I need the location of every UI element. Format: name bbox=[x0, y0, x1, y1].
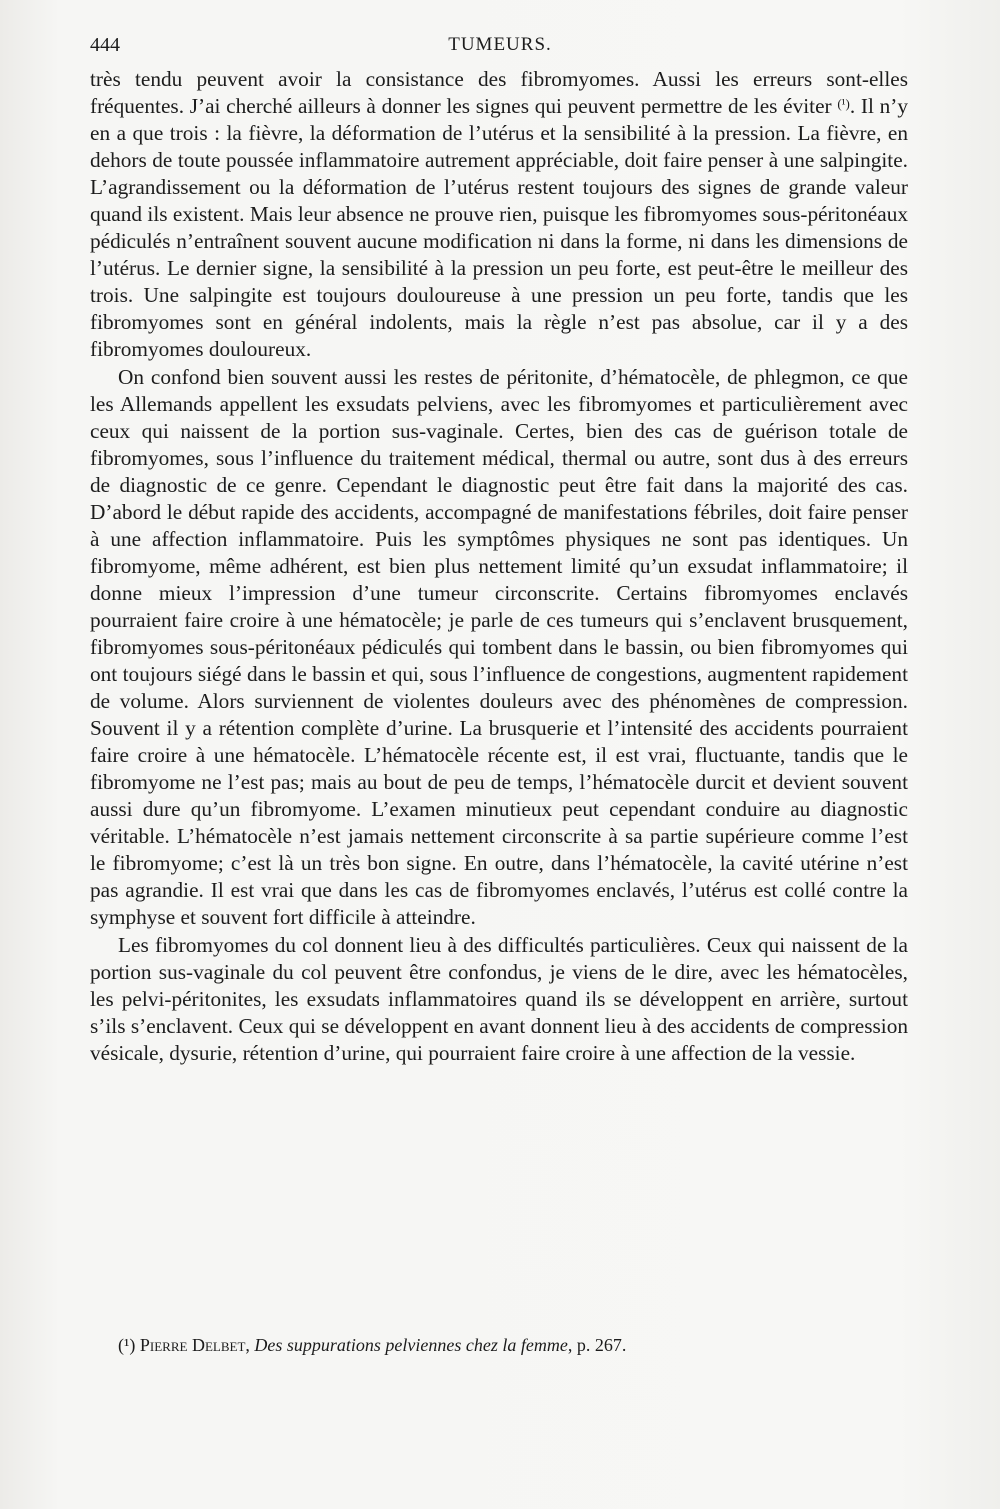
paragraph-1-text-start: très tendu peuvent avoir la consistance des fibromyomes. Aussi les erreurs sont-elles fréquentes. J’ai cherché ailleurs à donner les signes qui peuvent permettre de les éviter bbox=[90, 67, 908, 119]
paragraph-2: On confond bien souvent aussi les restes de péritonite, d’hématocèle, de phlegmon, ce que les Allemands appellent les exsudats pelviens, avec les fibromyomes et particulièrement avec ceux qui naissent de la portion sus-vaginale. Certes, bien des cas de guérison totale de fibromyomes, sous l’influence du traitement médical, thermal ou autre, sont dus à des erreurs de diagnostic de ce genre. Cependant le diagnostic peut être fait dans la majorité des cas. D’abord le début rapide des accidents, accompagné de manifestations fébriles, doit faire penser à une affection inflammatoire. Puis les symptômes physiques ne sont pas identiques. Un fibromyome, même adhérent, est bien plus nettement limité qu’un exsudat inflammatoire; il donne mieux l’impression d’une tumeur circonscrite. Certains fibromyomes enclavés pourraient faire croire à une hématocèle; je parle de ces tumeurs qui s’enclavent brusquement, fibromyomes sous-péritonéaux pédiculés qui tombent dans le bassin, ou bien fibromyomes qui ont toujours siégé dans le bassin et qui, sous l’influence de congestions, augmentent rapidement de volume. Alors surviennent de violentes douleurs avec des phénomènes de compression. Souvent il y a rétention complète d’urine. La brusquerie et l’intensité des accidents pourraient faire croire à une hématocèle. L’hématocèle récente est, il est vrai, fluctuante, tandis que le fibromyome ne l’est pas; mais au bout de peu de temps, l’hématocèle durcit et devient souvent aussi dure qu’un fibromyome. L’examen minutieux peut cependant conduire au diagnostic véritable. L’hématocèle n’est jamais nettement circonscrite à sa partie supérieure comme l’est le fibromyome; c’est là un très bon signe. En outre, dans l’hématocèle, la cavité utérine n’est pas agrandie. Il est vrai que dans les cas de fibromyomes enclavés, l’utérus est collé contre la symphyse et souvent fort difficile à atteindre. bbox=[90, 364, 908, 930]
paragraph-1-text-end: . Il n’y en a que trois : la fièvre, la déformation de l’utérus et la sensibilité à la pression. La fièvre, en dehors de toute poussée inflammatoire autrement appréciable, doit faire penser à une salpingite. L’agrandissement ou la déformation de l’utérus restent toujours des signes de grande valeur quand ils existent. Mais leur absence ne prouve rien, puisque les fibromyomes sous-péritonéaux pédiculés n’entraînent souvent aucune modification ni dans la forme, ni dans les dimensions de l’utérus. Le dernier signe, la sensibilité à la pression un peu forte, est peut-être le meilleur des trois. Une salpingite est toujours douloureuse à une pression un peu forte, tandis que les fibromyomes sont en général indolents, mais la règle n’est pas absolue, car il y a des fibromyomes douloureux. bbox=[90, 94, 909, 362]
paragraph-3: Les fibromyomes du col donnent lieu à des difficultés particulières. Ceux qui naissent de la portion sus-vaginale du col peuvent être confondus, je viens de le dire, avec les hématocèles, les pelvi-péritonites, les exsudats inflammatoires quand ils se développent en arrière, surtout s’ils s’enclavent. Ceux qui se développent en avant donnent lieu à des accidents de compression vésicale, dysurie, rétention d’urine, qui pourraient faire croire à une affection de la vessie. bbox=[90, 932, 908, 1065]
footnote-page: p. 267. bbox=[576, 1335, 627, 1355]
paragraph-1 bbox=[90, 66, 908, 364]
running-head: TUMEURS. bbox=[448, 34, 552, 55]
footnote-reference[interactable]: (¹) bbox=[837, 96, 850, 112]
footnote-author: Pierre Delbet bbox=[139, 1335, 246, 1355]
page-header bbox=[90, 34, 910, 64]
footnote-title: Des suppurations pelviennes chez la femme bbox=[254, 1335, 568, 1355]
footnote: (¹) Pierre Delbet, Des suppurations pelviennes chez la femme, p. 267. bbox=[118, 1335, 627, 1355]
page-number: 444 bbox=[90, 34, 120, 56]
footnote-marker: (¹) bbox=[118, 1335, 136, 1355]
body-text bbox=[90, 66, 908, 1067]
